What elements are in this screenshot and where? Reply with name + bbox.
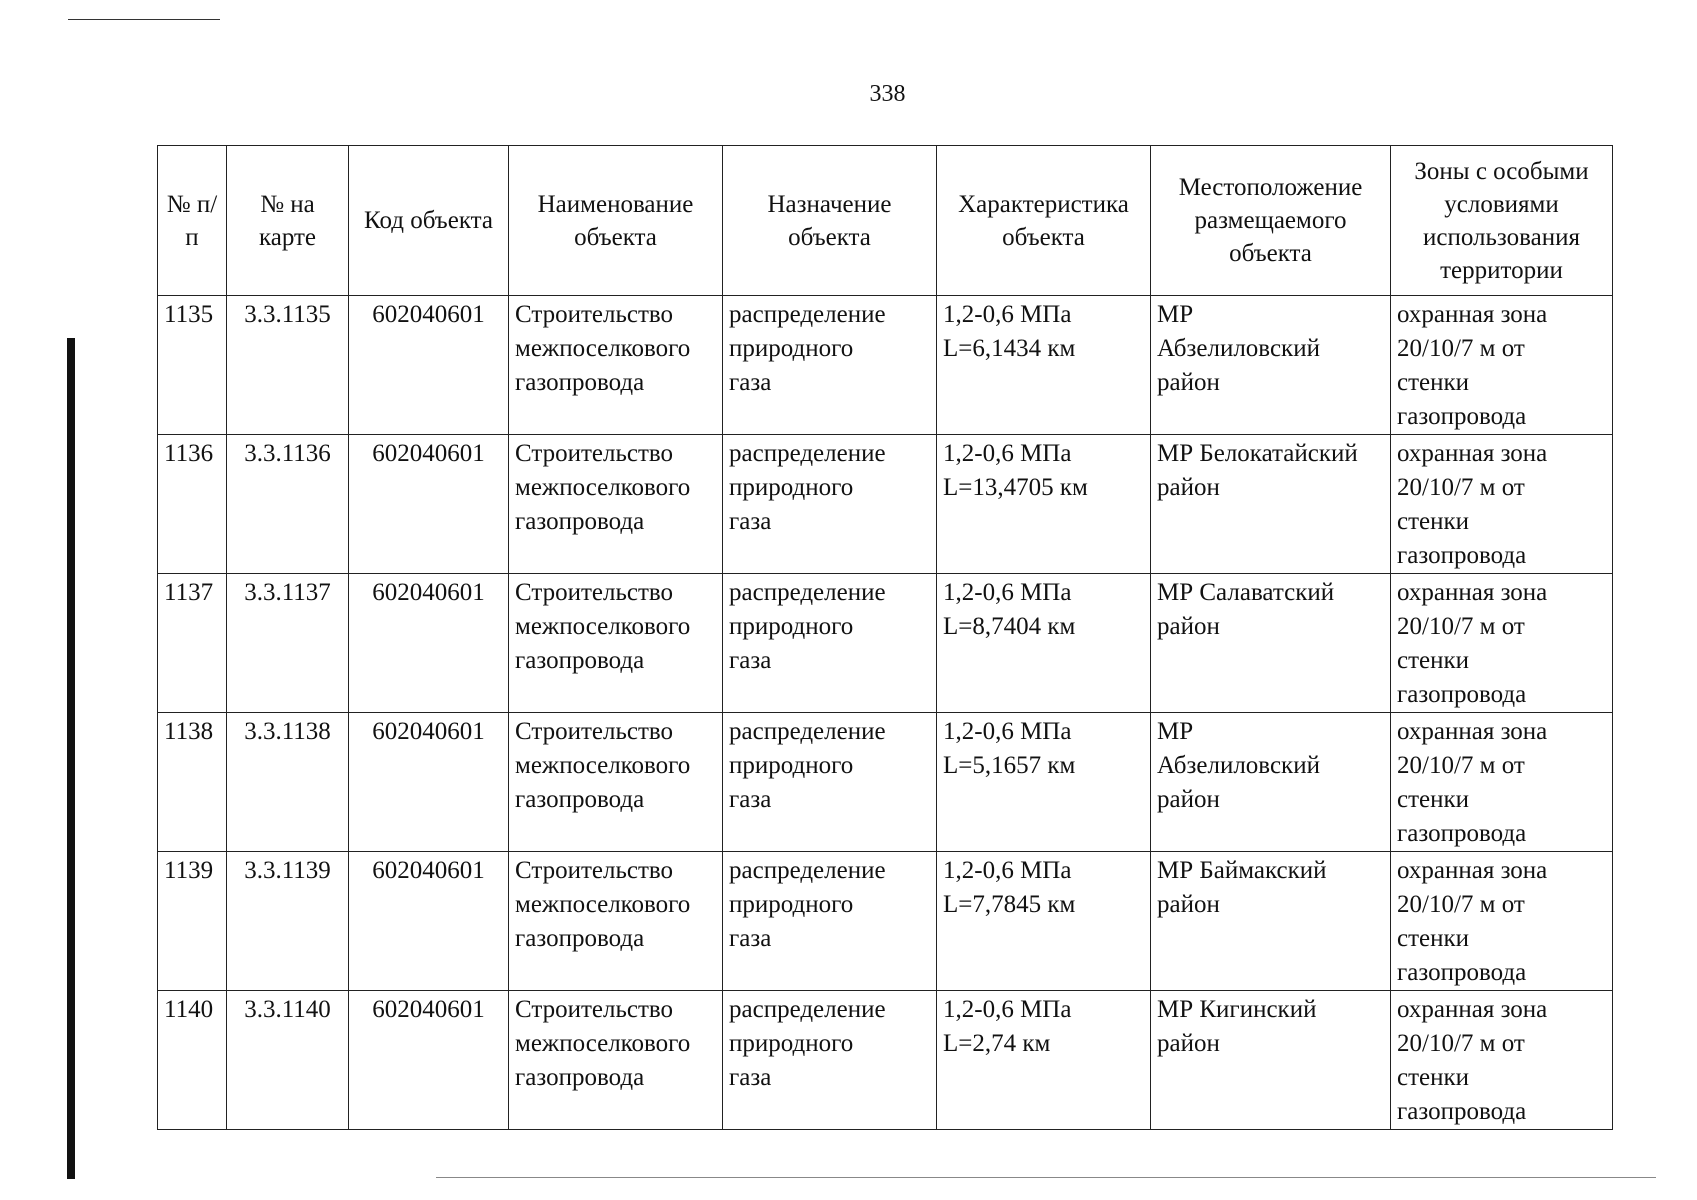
cell-text-line: охранная зона [1397,857,1548,884]
header-map-number: № на карте [227,146,349,296]
cell-object-name [509,713,723,852]
header-object-location: Местоположение размещаемого объекта [1151,146,1391,296]
page-number: 338 [869,81,906,107]
cell-text-line: МР [1157,301,1194,328]
cell-num: 1136 [158,435,227,574]
cell-text-line: газа [729,647,772,674]
cell-text-line: охранная зона [1397,718,1548,745]
cell-text-line: район [1157,1030,1220,1057]
cell-text-line: охранная зона [1397,996,1548,1023]
cell-num: 1139 [158,852,227,991]
cell-object-location [1151,991,1391,1130]
cell-text-line: район [1157,786,1220,813]
cell-text-line: газопровода [1397,542,1527,569]
cell-text-line: МР Кигинский [1157,996,1317,1023]
cell-text-line: природного [729,335,854,362]
cell-text-line: межпоселкового [515,613,691,640]
cell-object-code: 602040601 [349,991,509,1130]
cell-object-name [509,296,723,435]
cell-object-characteristic [937,713,1151,852]
cell-text-line: стенки [1397,1064,1470,1091]
cell-text-line: 1,2-0,6 МПа [943,579,1072,606]
cell-text-line: газа [729,369,772,396]
header-object-name: Наименование объекта [509,146,723,296]
cell-text-line: газа [729,786,772,813]
table-row [158,435,1613,574]
cell-object-location [1151,296,1391,435]
cell-text-line: 20/10/7 м от [1397,335,1525,362]
cell-text-line: распределение [729,440,886,467]
cell-text-line: распределение [729,301,886,328]
cell-object-characteristic [937,296,1151,435]
cell-text-line: L=13,4705 км [943,474,1088,501]
cell-text-line: газопровода [515,1064,645,1091]
table-row [158,713,1613,852]
cell-text-line: распределение [729,996,886,1023]
table-header-row [158,146,1613,296]
cell-object-characteristic [937,852,1151,991]
cell-object-location [1151,574,1391,713]
cell-text-line: L=8,7404 км [943,613,1076,640]
cell-special-zone [1391,574,1613,713]
cell-text-line: 20/10/7 м от [1397,613,1525,640]
cell-text-line: природного [729,474,854,501]
cell-text-line: Строительство [515,301,674,328]
cell-text-line: распределение [729,579,886,606]
header-object-characteristic: Характеристика объекта [937,146,1151,296]
cell-text-line: межпоселкового [515,891,691,918]
cell-text-line: Строительство [515,440,674,467]
cell-text-line: район [1157,369,1220,396]
cell-text-line: 1,2-0,6 МПа [943,718,1072,745]
cell-text-line: Строительство [515,996,674,1023]
cell-text-line: район [1157,891,1220,918]
cell-object-name [509,991,723,1130]
cell-object-code: 602040601 [349,574,509,713]
cell-text-line: район [1157,474,1220,501]
cell-object-purpose [723,435,937,574]
cell-text-line: газопровода [515,369,645,396]
cell-num: 1137 [158,574,227,713]
cell-text-line: Абзелиловский [1157,335,1320,362]
cell-special-zone [1391,435,1613,574]
cell-text-line: газа [729,925,772,952]
cell-object-location [1151,713,1391,852]
cell-text-line: стенки [1397,369,1470,396]
cell-object-name [509,435,723,574]
cell-text-line: L=2,74 км [943,1030,1051,1057]
cell-text-line: 1,2-0,6 МПа [943,440,1072,467]
cell-text-line: 1,2-0,6 МПа [943,857,1072,884]
table-row [158,574,1613,713]
cell-special-zone [1391,991,1613,1130]
table-row [158,296,1613,435]
cell-text-line: МР Белокатайский [1157,440,1358,467]
cell-object-location [1151,435,1391,574]
bottom-rule [436,1177,1656,1178]
cell-text-line: газопровода [1397,403,1527,430]
cell-object-characteristic [937,435,1151,574]
cell-object-characteristic [937,991,1151,1130]
table-row [158,852,1613,991]
cell-text-line: Строительство [515,579,674,606]
cell-text-line: природного [729,891,854,918]
cell-special-zone [1391,713,1613,852]
cell-text-line: МР [1157,718,1194,745]
cell-text-line: 20/10/7 м от [1397,1030,1525,1057]
cell-text-line: газопровода [515,508,645,535]
cell-map-number: 3.3.1138 [227,713,349,852]
top-rule [68,19,220,20]
header-num: № п/п [158,146,227,296]
cell-map-number: 3.3.1137 [227,574,349,713]
cell-map-number: 3.3.1136 [227,435,349,574]
cell-special-zone [1391,296,1613,435]
cell-object-purpose [723,574,937,713]
cell-object-purpose [723,852,937,991]
header-object-purpose: Назначение объекта [723,146,937,296]
cell-text-line: Абзелиловский [1157,752,1320,779]
cell-text-line: L=7,7845 км [943,891,1076,918]
cell-object-name [509,574,723,713]
header-special-zones: Зоны с особыми условиями использования территории [1391,146,1613,296]
cell-text-line: межпоселкового [515,752,691,779]
cell-text-line: газопровода [515,925,645,952]
cell-map-number: 3.3.1140 [227,991,349,1130]
cell-text-line: межпоселкового [515,1030,691,1057]
cell-text-line: охранная зона [1397,301,1548,328]
cell-object-code: 602040601 [349,296,509,435]
cell-object-characteristic [937,574,1151,713]
cell-object-code: 602040601 [349,852,509,991]
cell-object-purpose [723,991,937,1130]
cell-text-line: газопровода [1397,681,1527,708]
cell-text-line: природного [729,1030,854,1057]
cell-text-line: МР Салаватский [1157,579,1335,606]
cell-num: 1140 [158,991,227,1130]
cell-map-number: 3.3.1139 [227,852,349,991]
cell-text-line: охранная зона [1397,440,1548,467]
cell-text-line: 20/10/7 м от [1397,474,1525,501]
objects-table [157,145,1613,1130]
cell-text-line: природного [729,752,854,779]
cell-text-line: межпоселкового [515,474,691,501]
cell-text-line: Строительство [515,857,674,884]
cell-text-line: межпоселкового [515,335,691,362]
header-object-code: Код объекта [349,146,509,296]
cell-text-line: район [1157,613,1220,640]
table-row [158,991,1613,1130]
cell-text-line: 20/10/7 м от [1397,891,1525,918]
cell-text-line: Строительство [515,718,674,745]
cell-text-line: газопровода [515,786,645,813]
cell-text-line: L=5,1657 км [943,752,1076,779]
cell-text-line: МР Баймакский [1157,857,1327,884]
cell-text-line: 20/10/7 м от [1397,752,1525,779]
cell-text-line: 1,2-0,6 МПа [943,996,1072,1023]
cell-text-line: газопровода [515,647,645,674]
cell-map-number: 3.3.1135 [227,296,349,435]
cell-text-line: газопровода [1397,1098,1527,1125]
cell-num: 1138 [158,713,227,852]
cell-text-line: стенки [1397,508,1470,535]
cell-text-line: стенки [1397,647,1470,674]
cell-object-name [509,852,723,991]
cell-text-line: стенки [1397,786,1470,813]
table-body [158,296,1613,1130]
scan-edge-bar [67,338,75,1179]
cell-text-line: газа [729,1064,772,1091]
cell-text-line: природного [729,613,854,640]
cell-special-zone [1391,852,1613,991]
cell-object-purpose [723,296,937,435]
cell-text-line: стенки [1397,925,1470,952]
cell-object-code: 602040601 [349,713,509,852]
cell-text-line: газопровода [1397,820,1527,847]
cell-object-location [1151,852,1391,991]
cell-text-line: охранная зона [1397,579,1548,606]
cell-text-line: распределение [729,857,886,884]
cell-text-line: распределение [729,718,886,745]
cell-text-line: 1,2-0,6 МПа [943,301,1072,328]
cell-text-line: газопровода [1397,959,1527,986]
cell-object-purpose [723,713,937,852]
cell-num: 1135 [158,296,227,435]
cell-text-line: L=6,1434 км [943,335,1076,362]
cell-text-line: газа [729,508,772,535]
cell-object-code: 602040601 [349,435,509,574]
